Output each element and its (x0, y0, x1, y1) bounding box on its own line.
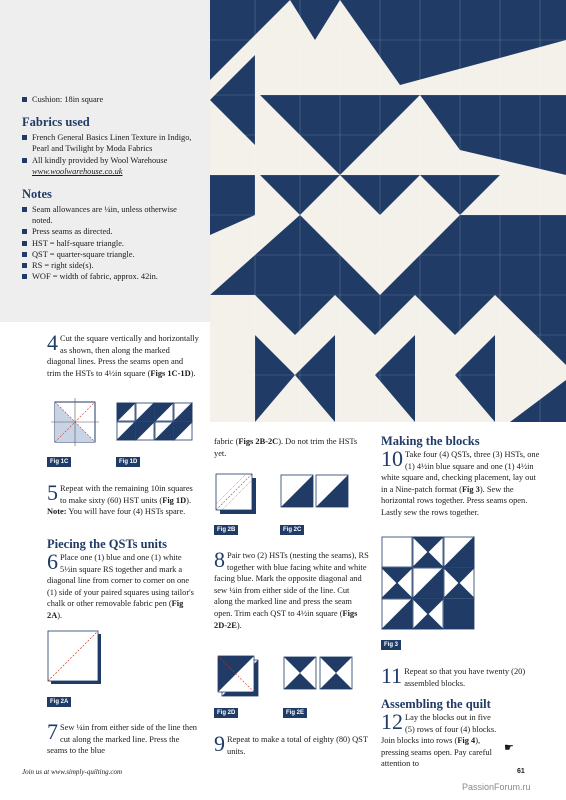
page-number: 61 (517, 768, 525, 775)
fig-1c-label: Fig 1C (47, 457, 71, 467)
notes-title: Notes (22, 187, 52, 202)
fig-2b-diagram (214, 470, 276, 523)
step-6: 6 Place one (1) blue and one (1) white 5½in square RS together and mark a diagonal line from corner to corner on one (1) side of your paired squares using tailor's chalk or other removable fabric pen (Fig 2A). (47, 549, 194, 620)
continue-arrow-icon: ☛ (504, 742, 514, 754)
fabric-item: French General Basics Linen Texture in Indigo, Pearl and Twilight by Moda Fabrics (22, 132, 197, 154)
piecing-title: Piecing the QSTs units (47, 537, 168, 551)
fig-2c-label: Fig 2C (280, 525, 304, 535)
step-7: 7 Sew ¼in from either side of the line then cut along the marked line. Press the seams to the blue (47, 719, 197, 756)
fabrics-title: Fabrics used (22, 115, 90, 130)
fig-2a-diagram (47, 630, 107, 695)
step-8: 8 Pair two (2) HSTs (nesting the seams), RS together with blue facing white and white facing blue. Mark the opposite diagonal and sew ¼in from either side of the line. Cut along the marked line and press the seam open. Trim each QST to 4½in square (Figs 2D-2E). (214, 547, 369, 630)
fig-3-diagram (381, 536, 475, 635)
step-9: 9 Repeat to make a total of eighty (80) QST units. (214, 731, 368, 756)
note-item: HST = half-square triangle. (22, 238, 197, 249)
note-item: Seam allowances are ¼in, unless otherwise noted. (22, 204, 197, 226)
fig-2d-label: Fig 2D (214, 708, 238, 718)
note-item: RS = right side(s). (22, 260, 197, 271)
fig-3-label: Fig 3 (381, 640, 401, 650)
step-5: 5 Repeat with the remaining 10in squares to make sixty (60) HST units (Fig 1D). Note: You will have four (4) HSTs spare. (47, 480, 193, 517)
step-number: 7 (47, 719, 58, 744)
note-item: QST = quarter-square triangle. (22, 249, 197, 260)
step-number: 5 (47, 480, 58, 505)
fig-2e-label: Fig 2E (283, 708, 307, 718)
watermark: PassionForum.ru (462, 782, 531, 792)
step-number: 8 (214, 547, 225, 572)
fabric-item: All kindly provided by Wool Warehouse (22, 155, 197, 166)
step-number: 9 (214, 731, 225, 756)
step-10: 10 Take four (4) QSTs, three (3) HSTs, one (1) 4½in blue square and one (1) 4½in white square and, checking placement, lay out in a Nine-patch format (Fig 3). Sew the horizontal rows together. Press seams open. Lastly sew the rows together. (381, 446, 540, 517)
note-item: WOF = width of fabric, approx. 42in. (22, 271, 197, 282)
fig-2b-label: Fig 2B (214, 525, 238, 535)
sidebar-content (22, 94, 197, 282)
supplier-link[interactable]: www.woolwarehouse.co.uk (32, 166, 123, 176)
step-number: 10 (381, 446, 403, 471)
fig-2c-diagram (280, 474, 350, 519)
step-11: 11 Repeat so that you have twenty (20) assembled blocks. (381, 663, 526, 688)
fig-1c-diagram (47, 398, 107, 453)
fig-2e-diagram (283, 656, 355, 701)
step-12: 12 Lay the blocks out in five (5) rows of four (4) blocks. Join blocks into rows (Fig 4), pressing seams open. Pay careful attention to (381, 709, 497, 769)
step-7-continued: fabric (Figs 2B-2C). Do not trim the HSTs yet. (214, 437, 358, 458)
step-number: 11 (381, 663, 403, 688)
step-4: 4 Cut the square vertically and horizontally as shown, then along the marked diagonal lines. Press the seams open and trim the HSTs to 4½in square (Figs 1C-1D). (47, 330, 199, 378)
note-item: Press seams as directed. (22, 226, 197, 237)
fig-2a-label: Fig 2A (47, 697, 71, 707)
making-blocks-title: Making the blocks (381, 434, 480, 448)
step-number: 12 (381, 709, 403, 734)
fig-1d-diagram (116, 402, 194, 447)
fig-2d-diagram (214, 652, 276, 709)
assembling-title: Assembling the quilt (381, 697, 491, 711)
step-number: 4 (47, 330, 58, 355)
step-number: 6 (47, 549, 58, 574)
quilt-photo (210, 0, 566, 422)
footer-text: Join us at www.simply-quilting.com (22, 768, 123, 776)
fig-1d-label: Fig 1D (116, 457, 140, 467)
cushion-size: Cushion: 18in square (22, 94, 197, 105)
